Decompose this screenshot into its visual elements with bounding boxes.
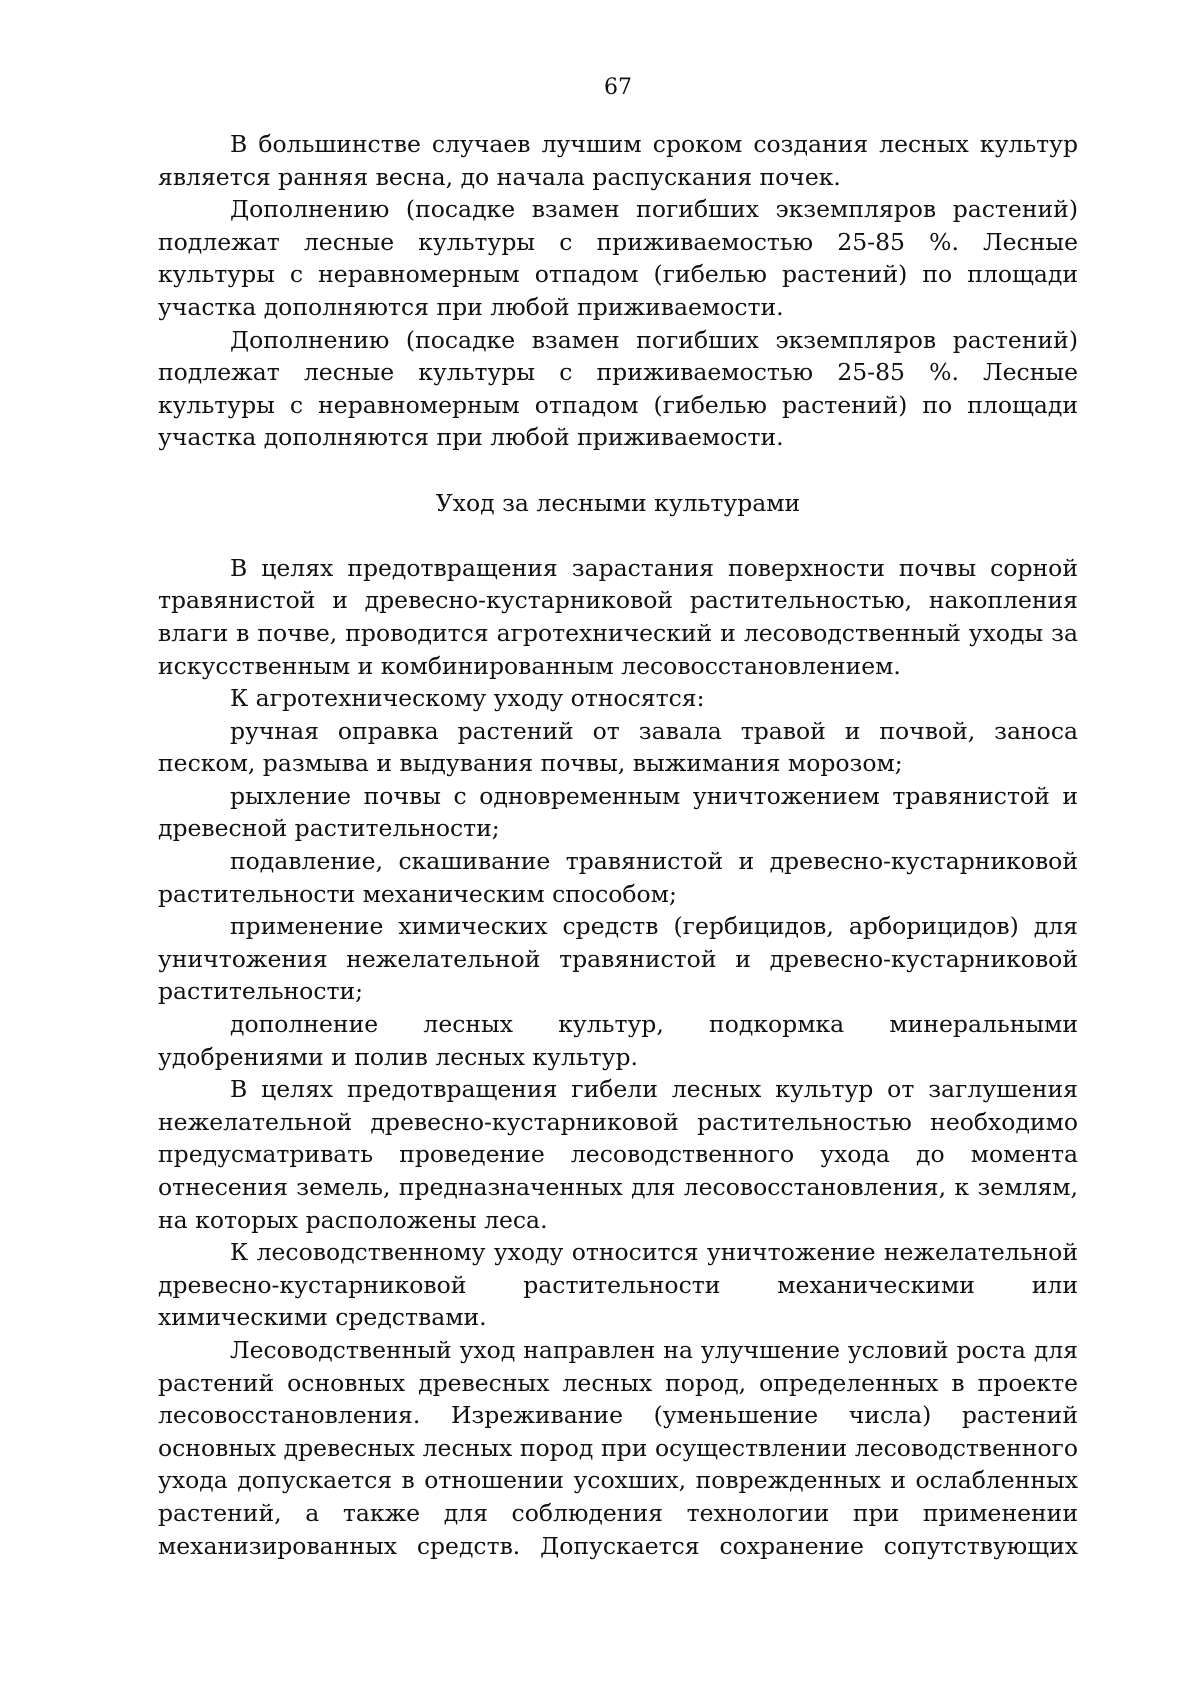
list-item: подавление, скашивание травянистой и древесно-кустарниковой растительности механическим способом;: [158, 847, 1078, 908]
paragraph: В целях предотвращения гибели лесных культур от заглушения нежелательной древесно-кустарниковой растительностью необходимо предусматривать проведение лесоводственного ухода до момента отнесения земель, предназначенных для лесовосстановления, к землям, на которых расположены леса.: [158, 1075, 1078, 1234]
paragraph: К агротехническому уходу относятся:: [230, 684, 705, 713]
list-item: дополнение лесных культур, подкормка минеральными удобрениями и полив лесных культур.: [158, 1010, 1078, 1071]
list-item: ручная оправка растений от завала травой и почвой, заноса песком, размыва и выдувания почвы, выжимания морозом;: [158, 716, 1078, 778]
page-number: 67: [604, 75, 632, 100]
paragraph: Дополнению (посадке взамен погибших экземпляров растений) подлежат лесные культуры с приживаемостью 25-85 %. Лесные культуры с неравномерным отпадом (гибелью растений) по площади участка дополняются при любой приживаемости.: [158, 195, 1078, 321]
paragraph: Дополнению (посадке взамен погибших экземпляров растений) подлежат лесные культуры с приживаемостью 25-85 %. Лесные культуры с неравномерным отпадом (гибелью растений) по площади участка дополняются при любой приживаемости.: [158, 325, 1078, 452]
body-text: [158, 128, 1078, 1562]
paragraph: В большинстве случаев лучшим сроком создания лесных культур является ранняя весна, до начала распускания почек.: [158, 130, 1078, 191]
list-item: рыхление почвы с одновременным уничтожением травянистой и древесной растительности;: [158, 781, 1078, 843]
section-heading: Уход за лесными культурами: [435, 488, 801, 517]
paragraph: Лесоводственный уход направлен на улучшение условий роста для растений основных древесных лесных пород, определенных в проекте лесовосстановления. Изреживание (уменьшение числа) растений основных древесных лесных пород при осуществлении лесоводственного ухода допускается в отношении усохших, поврежденных и ослабленных растений, а также для соблюдения технологии при применении механизированных средств. Допускается сохранение сопутствующих: [158, 1335, 1078, 1560]
paragraph: К лесоводственному уходу относится уничтожение нежелательной древесно-кустарниковой растительности механическими или химическими средствами.: [158, 1238, 1078, 1332]
list-item: применение химических средств (гербицидов, арборицидов) для уничтожения нежелательной травянистой и древесно-кустарниковой растительности;: [158, 912, 1078, 1006]
paragraph: В целях предотвращения зарастания поверхности почвы сорной травянистой и древесно-кустарниковой растительностью, накопления влаги в почве, проводится агротехнический и лесоводственный уходы за искусственным и комбинированным лесовосстановлением.: [158, 553, 1078, 680]
